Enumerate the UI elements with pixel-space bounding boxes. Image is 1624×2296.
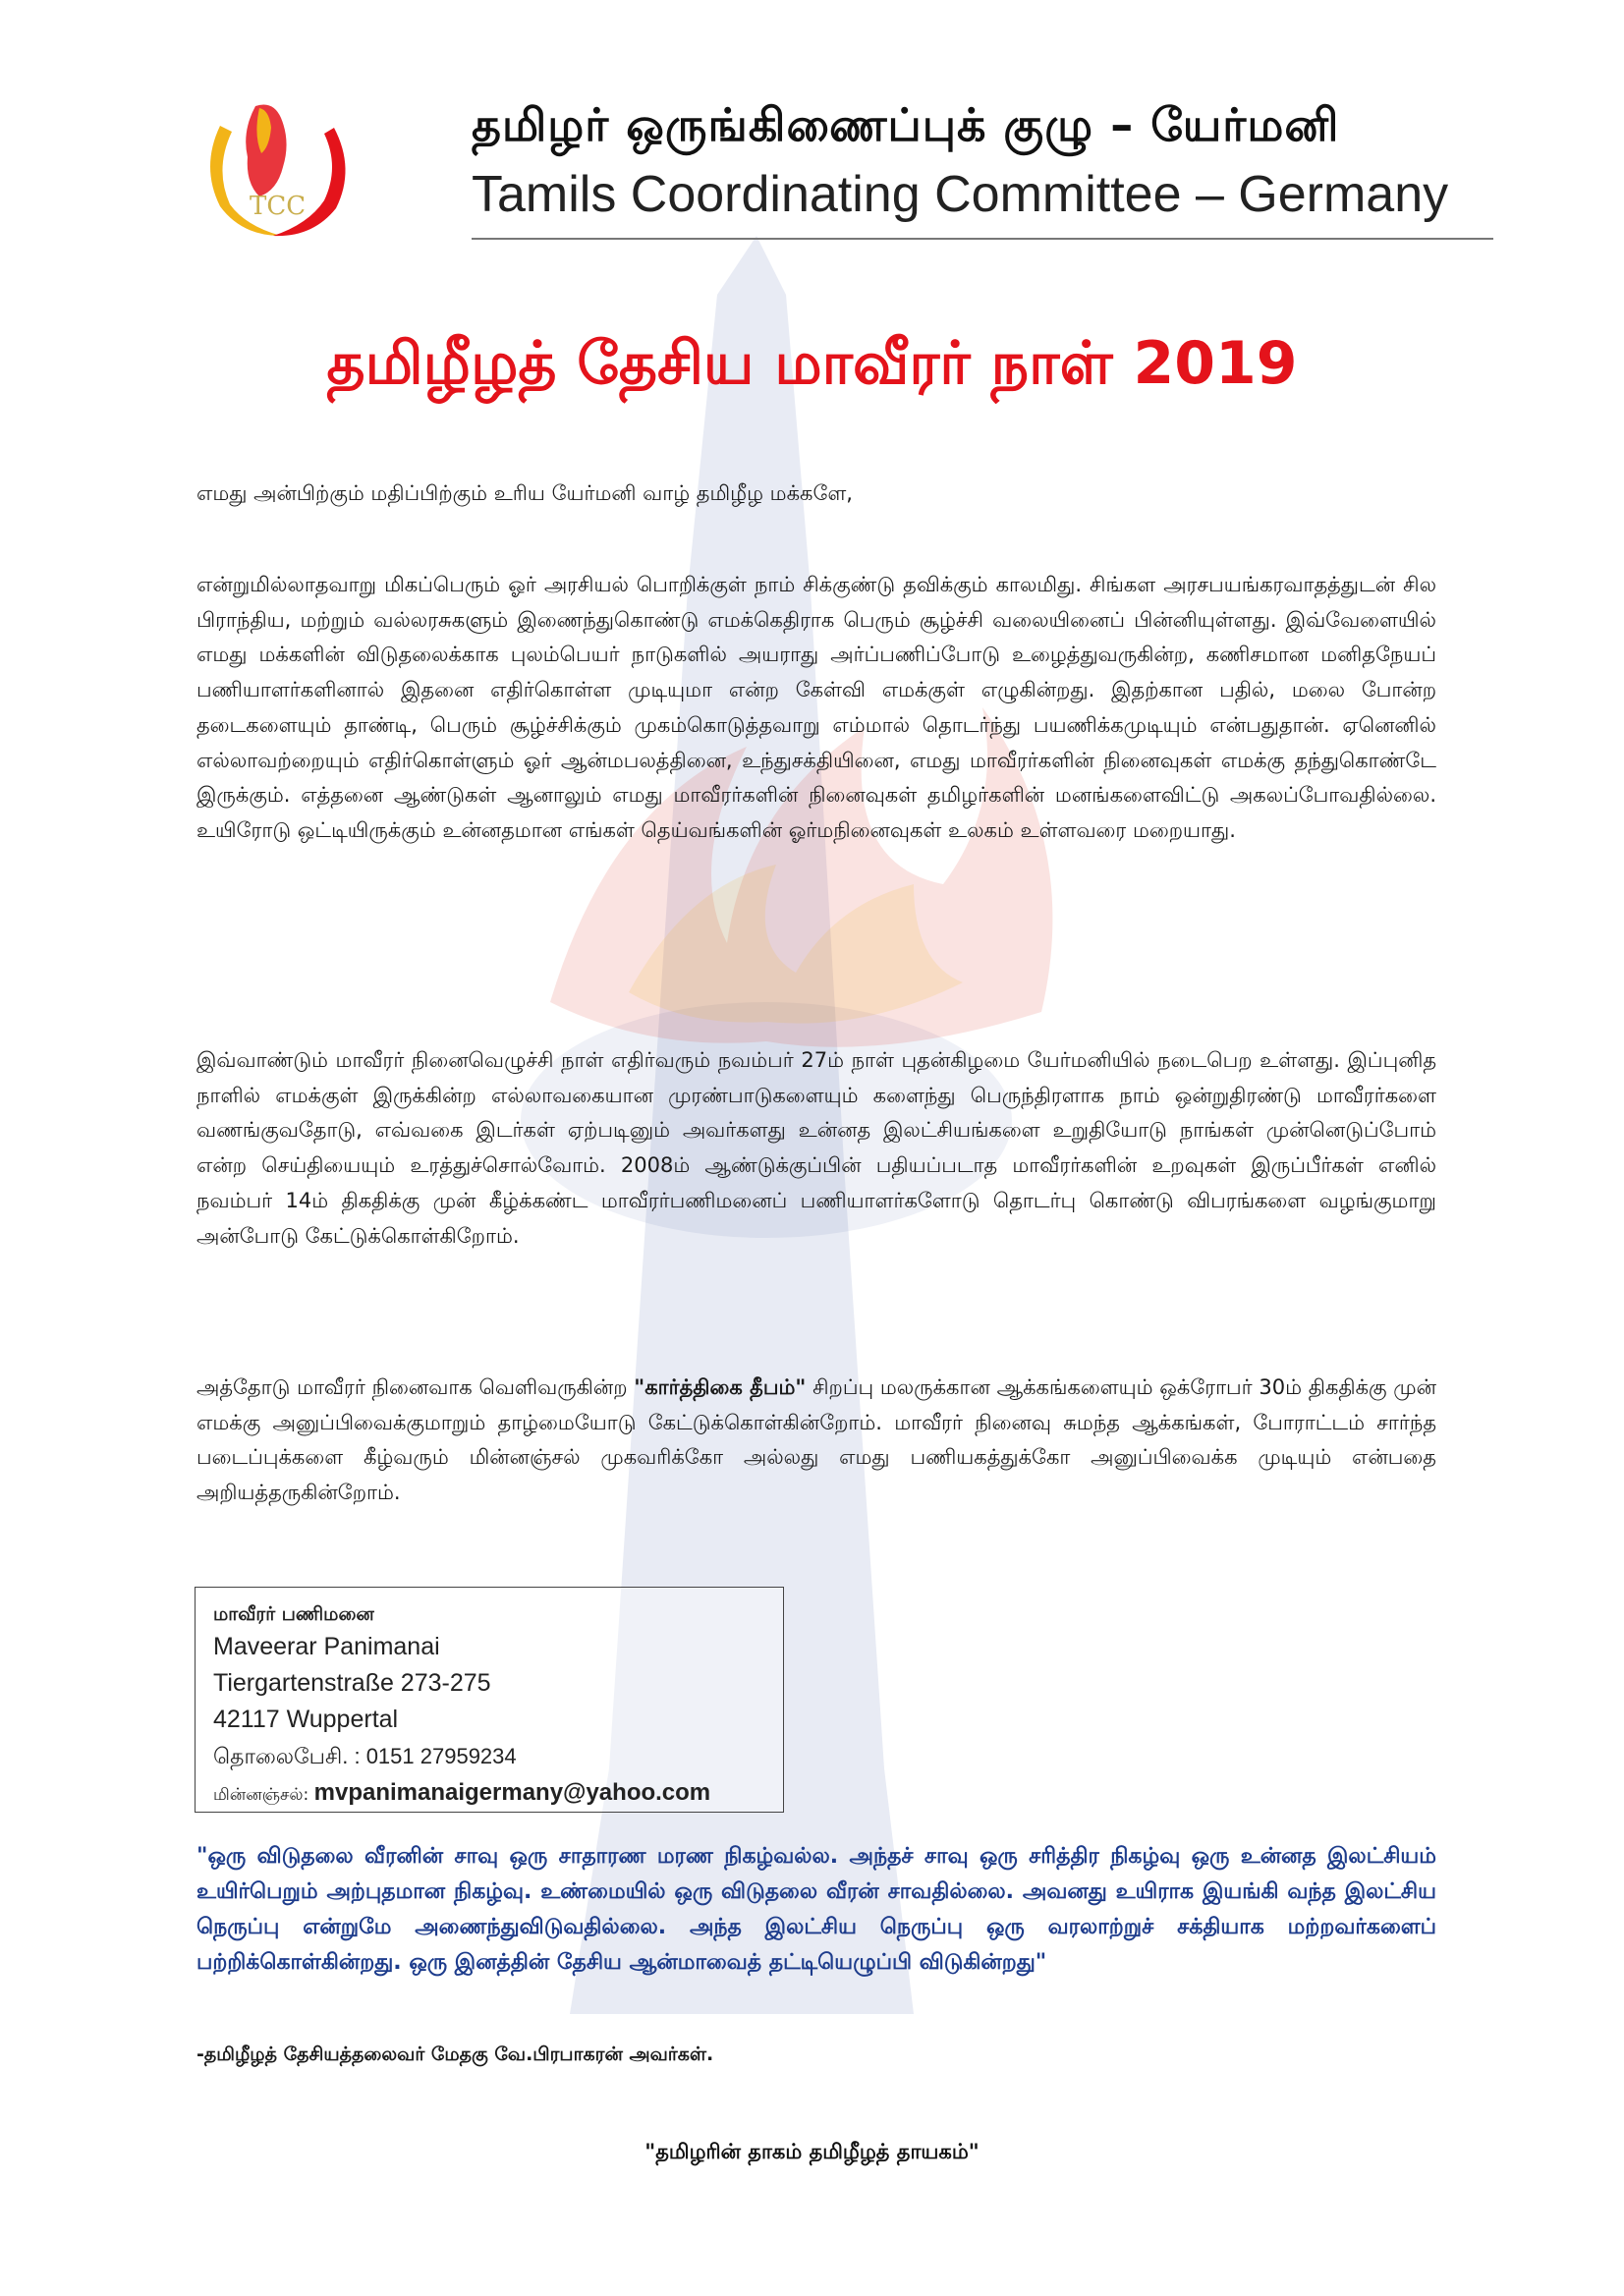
letterhead: [187, 88, 1493, 246]
tcc-logo-icon: [187, 88, 364, 246]
paragraph-3-before: அத்தோடு மாவீரர் நினைவாக வெளிவருகின்ற: [196, 1375, 635, 1399]
closing-motto: "தமிழரின் தாகம் தமிழீழத் தாயகம்": [644, 2140, 980, 2163]
svg-text:TCC: TCC: [250, 192, 307, 221]
paragraph-3-after: சிறப்பு மலருக்கான ஆக்கங்களையும் ஒக்ரோபர் 30ம் திகதிக்கு முன் எமக்கு அனுப்பிவைக்குமாறும் தாழ்மையோடு கேட்டுக்கொள்கின்றோம். மாவீரர் நினைவு சுமந்த ஆக்கங்கள், போராட்டம் சார்ந்த படைப்புக்களை கீழ்வரும் மின்னஞ்சல் முகவரிக்கோ அல்லது எமது பணியகத்துக்கோ அனுப்பிவைக்க முடியும் என்பதை அறியத்தருகின்றோம்.: [196, 1375, 1436, 1505]
paragraph-3: [196, 1371, 1436, 1511]
email-label: மின்னஞ்சல்:: [213, 1785, 314, 1805]
organization-name-english: Tamils Coordinating Committee – Germany: [472, 166, 1449, 223]
address-name: Maveerar Panimanai: [213, 1633, 440, 1660]
salutation: எமது அன்பிற்கும் மதிப்பிற்கும் உரிய யேர்மனி வாழ் தமிழீழ மக்களே,: [196, 481, 853, 505]
address-phone: தொலைபேசி. : 0151 27959234: [213, 1744, 517, 1768]
address-email-row: [213, 1774, 765, 1814]
email-address[interactable]: mvpanimanaigermany@yahoo.com: [313, 1779, 711, 1806]
address-street: Tiergartenstraße 273-275: [213, 1669, 491, 1697]
paragraph-1: என்றுமில்லாதவாறு மிகப்பெரும் ஓர் அரசியல் பொறிக்குள் நாம் சிக்குண்டு தவிக்கும் காலமிது. சிங்கள அரசபயங்கரவாதத்துடன் சில பிராந்திய, மற்றும் வல்லரசுகளும் இணைந்துகொண்டு எமக்கெதிராக பெரும் சூழ்ச்சி வலையினைப் பின்னியுள்ளது. இவ்வேளையில் எமது மக்களின் விடுதலைக்காக புலம்பெயர் நாடுகளில் அயராது அர்ப்பணிப்போடு உழைத்துவருகின்ற, கணிசமான மனிதநேயப் பணியாளர்களினால் இதனை எதிர்கொள்ள முடியுமா என்ற கேள்வி எமக்குள் எழுகின்றது. இதற்கான பதில், மலை போன்ற தடைகளையும் தாண்டி, பெரும் சூழ்ச்சிக்கும் முகம்கொடுத்தவாறு எம்மால் தொடர்ந்து பயணிக்கமுடியும் என்பதுதான். ஏனெனில் எல்லாவற்றையும் எதிர்கொள்ளும் ஓர் ஆன்மபலத்தினை, உந்துசக்தியினை, எமது மாவீரர்களின் நினைவுகள் எமக்கு தந்துகொண்டே இருக்கும். எத்தனை ஆண்டுகள் ஆனாலும் எமது மாவீரர்களின் நினைவுகள் தமிழர்களின் மனங்களைவிட்டு அகலப்போவதில்லை. உயிரோடு ஒட்டியிருக்கும் உன்னதமான எங்கள் தெய்வங்களின் ஓர்மநினைவுகள் உலகம் உள்ளவரை மறையாது.: [196, 573, 1436, 842]
contact-address-box: [195, 1587, 784, 1813]
document-title: தமிழீழத் தேசிய மாவீரர் நாள் 2019: [326, 329, 1298, 398]
header-divider: [472, 238, 1493, 240]
paragraph-2: இவ்வாண்டும் மாவீரர் நினைவெழுச்சி நாள் எதிர்வரும் நவம்பர் 27ம் நாள் புதன்கிழமை யேர்மனியில் நடைபெற உள்ளது. இப்புனித நாளில் எமக்குள் இருக்கின்ற எல்லாவகையான முரண்பாடுகளையும் களைந்து பெருந்திரளாக நாம் ஒன்றுதிரண்டு மாவீரர்களை வணங்குவதோடு, எவ்வகை இடர்கள் ஏற்படினும் அவர்களது உன்னத இலட்சியங்களை உறுதியோடு நாங்கள் முன்னெடுப்போம் என்ற செய்தியையும் உரத்துச்சொல்வோம். 2008ம் ஆண்டுக்குப்பின் பதியப்படாத மாவீரர்களின் உறவுகள் இருப்பீர்கள் எனில் நவம்பர் 14ம் திகதிக்கு முன் கீழ்க்கண்ட மாவீரர்பணிமனைப் பணியாளர்களோடு தொடர்பு கொண்டு விபரங்களை வழங்குமாறு அன்போடு கேட்டுக்கொள்கிறோம்.: [196, 1048, 1436, 1248]
quote-attribution: -தமிழீழத் தேசியத்தலைவர் மேதகு வே.பிரபாகரன் அவர்கள்.: [196, 2044, 714, 2065]
organization-name-tamil: தமிழர் ஒருங்கிணைப்புக் குழு – யேர்மனி: [472, 98, 1340, 151]
magazine-name: "கார்த்திகை தீபம்": [634, 1375, 807, 1399]
address-heading: மாவீரர் பணிமனை: [213, 1603, 374, 1625]
address-city: 42117 Wuppertal: [213, 1706, 399, 1733]
leader-quote: "ஒரு விடுதலை வீரனின் சாவு ஒரு சாதாரண மரண நிகழ்வல்ல. அந்தச் சாவு ஒரு சரித்திர நிகழ்வு ஒரு உன்னத இலட்சியம் உயிர்பெறும் அற்புதமான நிகழ்வு. உண்மையில் ஒரு விடுதலை வீரன் சாவதில்லை. அவனது உயிராக இயங்கி வந்த இலட்சிய நெருப்பு என்றுமே அணைந்துவிடுவதில்லை. அந்த இலட்சிய நெருப்பு ஒரு வரலாற்றுச் சக்தியாக மற்றவர்களைப் பற்றிக்கொள்கின்றது. ஒரு இனத்தின் தேசிய ஆன்மாவைத் தட்டியெழுப்பி விடுகின்றது": [196, 1844, 1436, 1975]
